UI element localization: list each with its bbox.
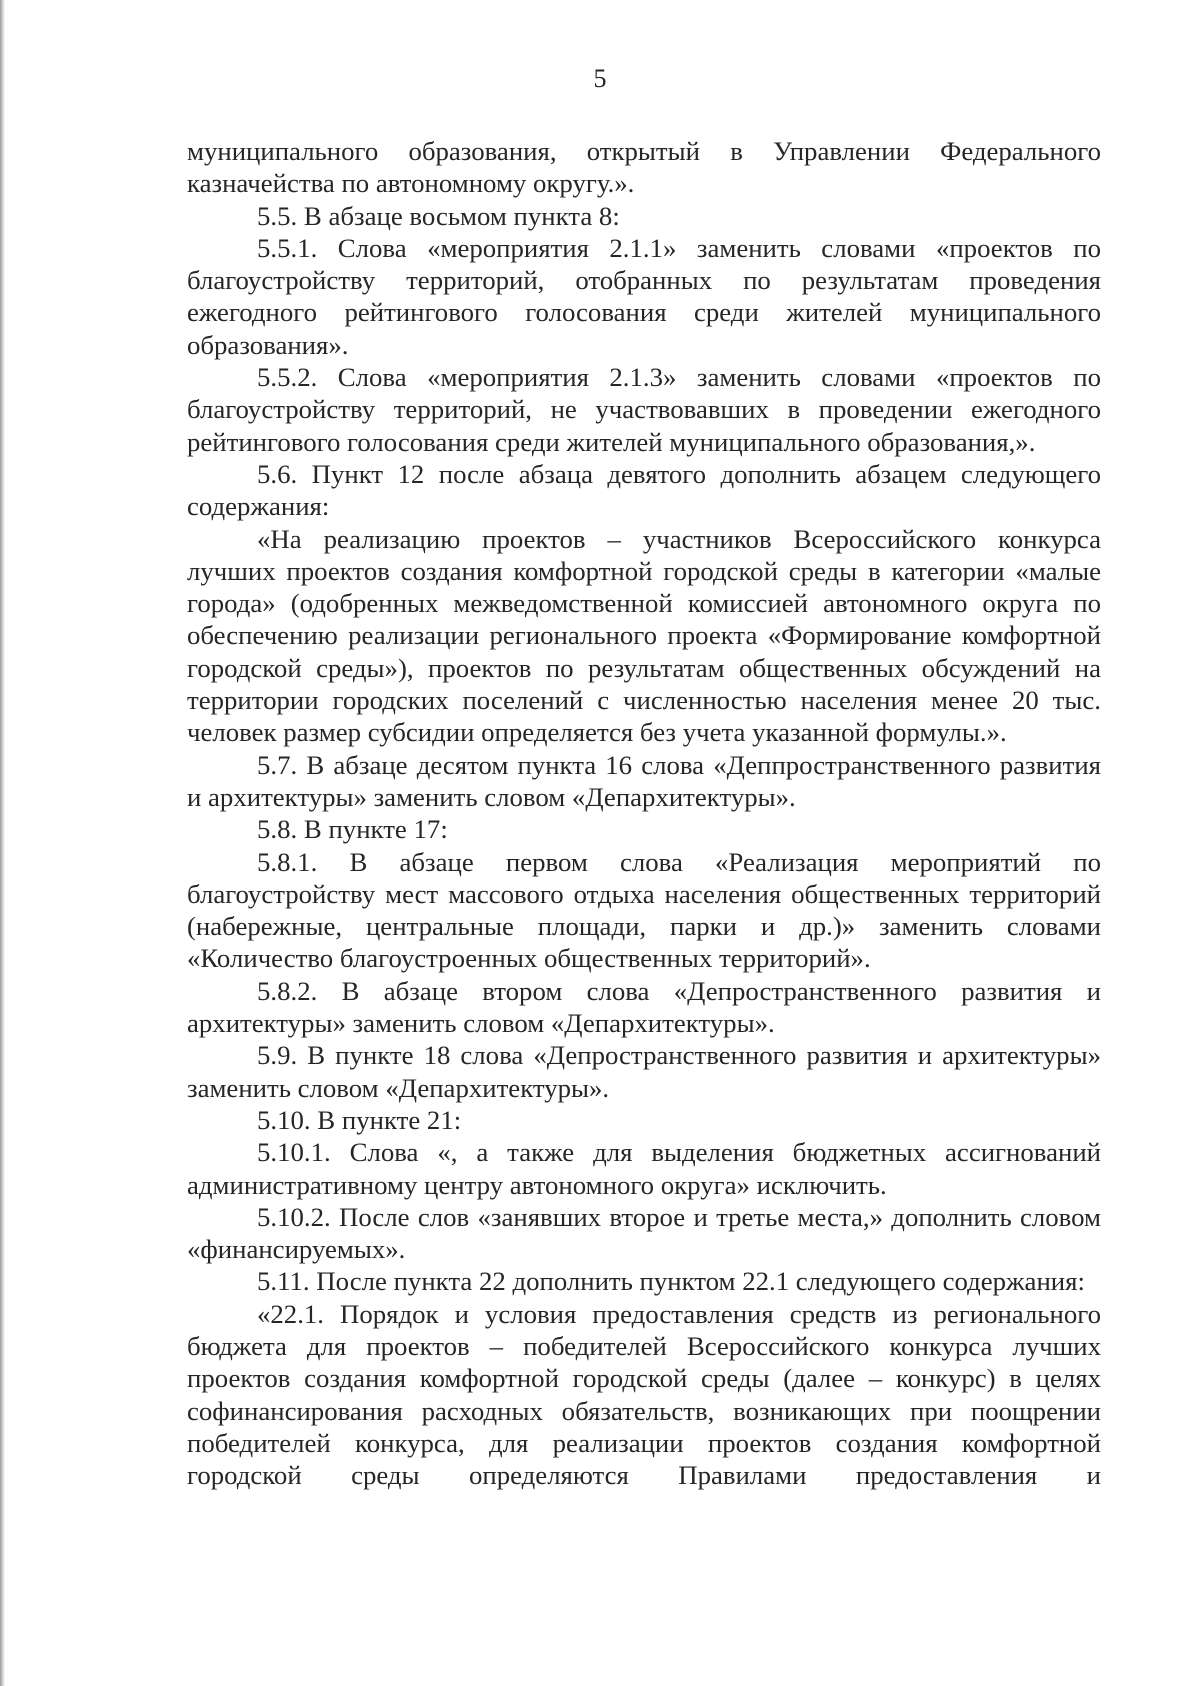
paragraph-5-5: 5.5. В абзаце восьмом пункта 8: — [257, 200, 620, 231]
paragraph-5-7: 5.7. В абзаце десятом пункта 16 слова «Деппространственного развития и архитектуры» заменить словом «Депархитектуры». — [187, 749, 1101, 812]
paragraph-22-1-quote: «22.1. Порядок и условия предоставления средств из регионального бюджета для проектов – победителей Всероссийского конкурса лучших проектов создания комфортной городской среды (далее – конкурс) в целях софинансирования расходных обязательств, возникающих при поощрении победителей конкурса, для реализации проектов создания комфортной городской среды определяются Правилами предоставления и — [187, 1298, 1101, 1491]
paragraph-5-10: 5.10. В пункте 21: — [257, 1104, 462, 1135]
page-number: 5 — [593, 64, 607, 93]
paragraph-5-10-2: 5.10.2. После слов «занявших второе и третье места,» дополнить словом «финансируемых». — [187, 1201, 1101, 1265]
paragraph-continuation: муниципального образования, открытый в Управлении Федерального казначейства по автономному округу.». — [187, 136, 1101, 199]
paragraph-5-11: 5.11. После пункта 22 дополнить пунктом 22.1 следующего содержания: — [257, 1266, 1085, 1297]
paragraph-5-8-1: 5.8.1. В абзаце первом слова «Реализация мероприятий по благоустройству мест массового отдыха населения общественных территорий (набережные, центральные площади, парки и др.)» заменить словами «Количество благоустроенных общественных территорий». — [187, 846, 1101, 974]
paragraph-5-5-1: 5.5.1. Слова «мероприятия 2.1.1» заменить словами «проектов по благоустройству территорий, отобранных по результатам проведения ежегодного рейтингового голосования среди жителей муниципального образования». — [187, 232, 1101, 360]
paragraph-5-5-2: 5.5.2. Слова «мероприятия 2.1.3» заменить словами «проектов по благоустройству территорий, не участвовавших в проведении ежегодного рейтингового голосования среди жителей муниципального образования,». — [187, 362, 1101, 457]
scan-edge-shadow — [0, 0, 5, 1686]
paragraph-5-10-1: 5.10.1. Слова «, а также для выделения бюджетных ассигнований административному центру автономного округа» исключить. — [187, 1137, 1101, 1200]
paragraph-5-9: 5.9. В пункте 18 слова «Депространственного развития и архитектуры» заменить словом «Депархитектуры». — [187, 1040, 1101, 1103]
paragraph-5-8-2: 5.8.2. В абзаце втором слова «Депространственного развития и архитектуры» заменить словом «Депархитектуры». — [187, 975, 1101, 1039]
paragraph-5-6-quote: «На реализацию проектов – участников Всероссийского конкурса лучших проектов создания комфортной городской среды в категории «малые города» (одобренных межведомственной комиссией автономного округа по обеспечению реализации регионального проекта «Формирование комфортной городской среды»), проектов по результатам общественных обсуждений на территории городских поселений с численностью населения менее 20 тыс. человек размер субсидии определяется без учета указанной формулы.». — [187, 523, 1101, 748]
paragraph-5-8: 5.8. В пункте 17: — [257, 814, 448, 845]
document-body — [187, 135, 1101, 1491]
paragraph-5-6: 5.6. Пункт 12 после абзаца девятого дополнить абзацем следующего содержания: — [187, 458, 1101, 522]
